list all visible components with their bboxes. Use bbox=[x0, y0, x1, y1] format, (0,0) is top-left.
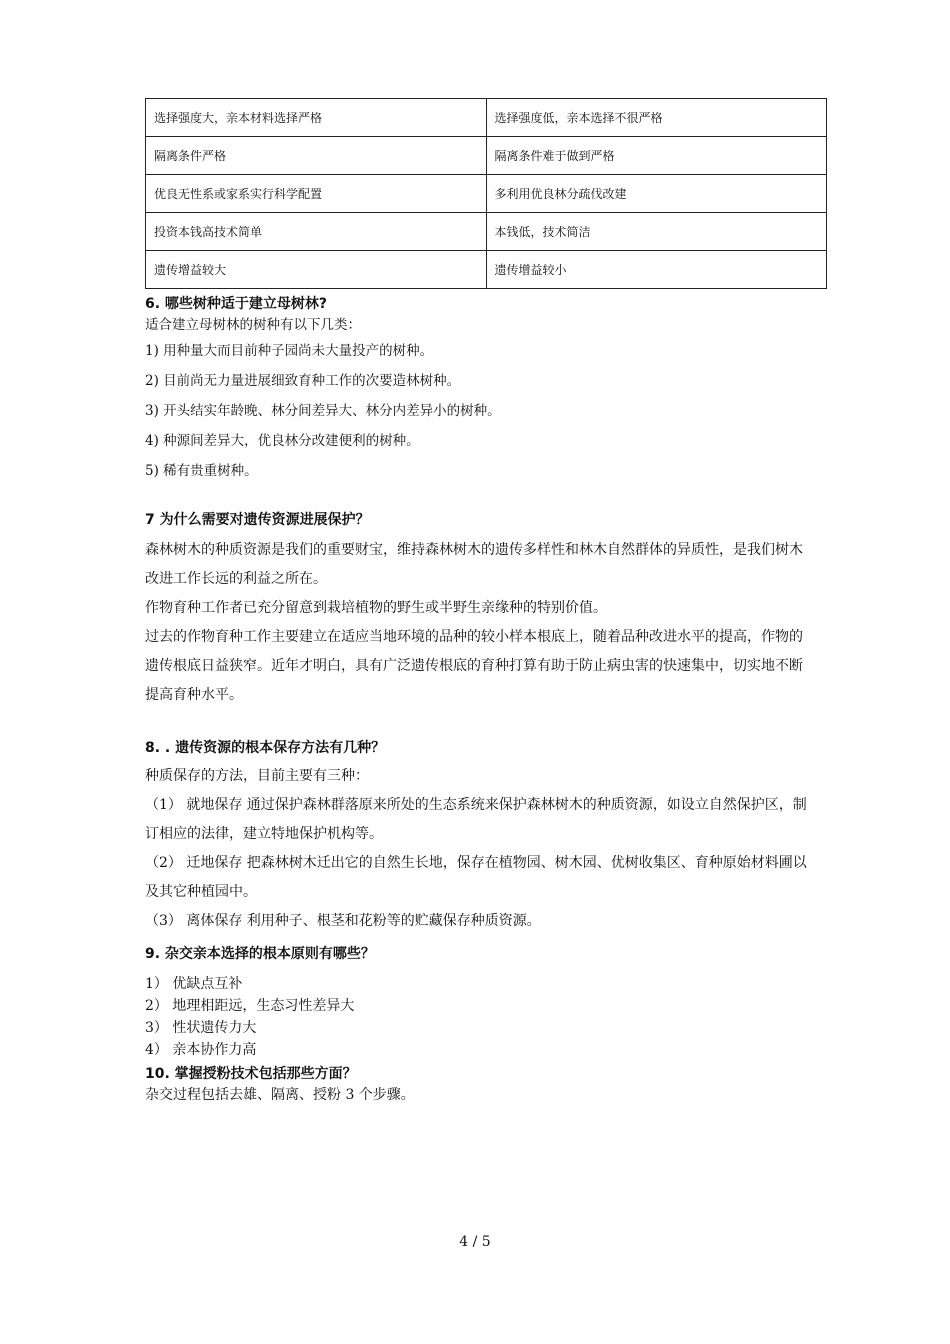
list-item: 2) 目前尚无力量进展细致育种工作的次要造林树种。 bbox=[145, 373, 461, 389]
table-row bbox=[146, 175, 827, 213]
list-item: 1) 用种量大而目前种子园尚未大量投产的树种。 bbox=[145, 343, 434, 359]
table-cell: 本钱低，技术简洁 bbox=[486, 213, 827, 251]
table-cell: 多利用优良林分疏伐改建 bbox=[486, 175, 827, 213]
table-cell: 隔离条件难于做到严格 bbox=[486, 137, 827, 175]
table-cell: 选择强度低，亲本选择不很严格 bbox=[486, 99, 827, 137]
section-7 bbox=[145, 510, 815, 710]
table-cell: 优良无性系或家系实行科学配置 bbox=[146, 175, 487, 213]
section-6-heading: 6. 哪些树种适于建立母树林? bbox=[145, 296, 328, 312]
list-item: 3) 开头结实年龄晚、林分间差异大、林分内差异小的树种。 bbox=[145, 403, 501, 419]
section-9 bbox=[145, 944, 815, 1061]
section-8-intro: 种质保存的方法，目前主要有三种： bbox=[145, 768, 369, 784]
list-item: （3） 离体保存 利用种子、根茎和花粉等的贮藏保存种质资源。 bbox=[145, 913, 541, 929]
paragraph: 森林树木的种质资源是我们的重要财宝，维持森林树木的遗传多样性和林木自然群体的异质性，是我们树木改进工作长远的利益之所在。 bbox=[145, 542, 803, 587]
paragraph: 过去的作物育种工作主要建立在适应当地环境的品种的较小样本根底上，随着品种改进水平的提高，作物的遗传根底日益狭窄。近年才明白，具有广泛遗传根底的育种打算有助于防止病虫害的快速集中，切实地不断提高育种水平。 bbox=[145, 629, 803, 703]
section-6-intro: 适合建立母树林的树种有以下几类： bbox=[145, 317, 361, 333]
section-8 bbox=[145, 738, 815, 936]
section-6 bbox=[145, 294, 815, 486]
section-10 bbox=[145, 1064, 815, 1106]
table-cell: 投资本钱高技术简单 bbox=[146, 213, 487, 251]
list-item: 2） 地理相距远，生态习性差异大 bbox=[145, 998, 355, 1014]
list-item: 5) 稀有贵重树种。 bbox=[145, 463, 258, 479]
comparison-table bbox=[145, 98, 827, 289]
table-row bbox=[146, 251, 827, 289]
list-item: （2） 迁地保存 把森林树木迁出它的自然生长地，保存在植物园、树木园、优树收集区、育种原始材料圃以及其它种植园中。 bbox=[145, 855, 807, 900]
table-row bbox=[146, 213, 827, 251]
table-row bbox=[146, 99, 827, 137]
table-cell: 隔离条件严格 bbox=[146, 137, 487, 175]
section-9-heading: 9. 杂交亲本选择的根本原则有哪些？ bbox=[145, 946, 375, 962]
list-item: 3） 性状遗传力大 bbox=[145, 1020, 257, 1036]
section-8-heading: 8. . 遗传资源的根本保存方法有几种？ bbox=[145, 740, 386, 756]
table-row bbox=[146, 137, 827, 175]
table-cell: 遗传增益较大 bbox=[146, 251, 487, 289]
list-item: 4) 种源间差异大，优良林分改建便利的树种。 bbox=[145, 433, 420, 449]
list-item: （1） 就地保存 通过保护森林群落原来所处的生态系统来保护森林树木的种质资源，如设立自然保护区，制订相应的法律，建立特地保护机构等。 bbox=[145, 797, 807, 842]
paragraph: 作物育种工作者已充分留意到栽培植物的野生或半野生亲缘种的特别价值。 bbox=[145, 600, 607, 616]
list-item: 4） 亲本协作力高 bbox=[145, 1042, 257, 1058]
section-10-heading: 10. 掌握授粉技术包括那些方面？ bbox=[145, 1066, 357, 1082]
list-item: 1） 优缺点互补 bbox=[145, 976, 243, 992]
page-number: 4 / 5 bbox=[459, 1234, 491, 1250]
paragraph: 杂交过程包括去雄、隔离、授粉 3 个步骤。 bbox=[145, 1087, 415, 1103]
table-cell: 选择强度大，亲本材料选择严格 bbox=[146, 99, 487, 137]
table-cell: 遗传增益较小 bbox=[486, 251, 827, 289]
section-7-heading: 7 为什么需要对遗传资源进展保护？ bbox=[145, 512, 370, 528]
